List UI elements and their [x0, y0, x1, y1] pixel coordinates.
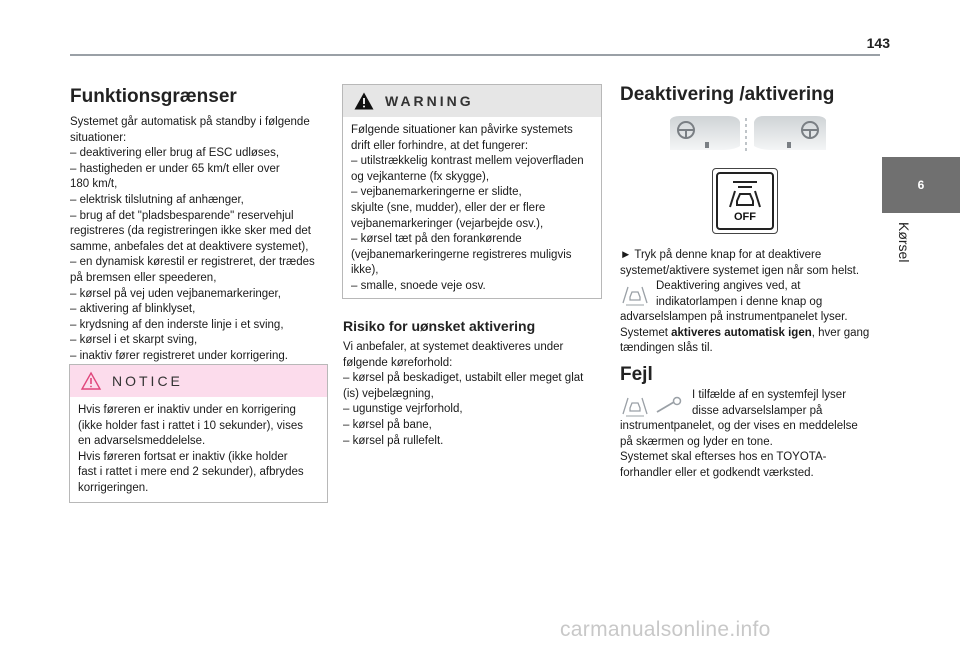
text-line: – elektrisk tilslutning af anhænger, — [70, 193, 244, 206]
warning-triangle-icon — [353, 91, 375, 111]
wrench-service-icon — [654, 396, 684, 416]
text-line: 180 km/t, — [70, 178, 118, 191]
lane-assist-off-button[interactable] — [712, 168, 778, 234]
column-1 — [70, 86, 326, 365]
notice-title: NOTICE — [112, 373, 183, 389]
text-line: – kørsel på vej uden vejbanemarkeringer, — [70, 287, 281, 300]
text-line: – aktivering af blinklyset, — [70, 303, 196, 316]
page-number: 143 — [866, 35, 890, 51]
warning-line: (vejbanemarkeringerne registreres muligvis — [351, 248, 572, 261]
text-line: – krydsning af den inderste linje i et sving, — [70, 318, 284, 331]
notice-text — [70, 397, 327, 505]
lamp-line-1: Deaktivering angives ved, at — [656, 280, 801, 292]
warning-header — [343, 85, 601, 117]
section-heading-deactivation: Deaktivering /aktivering — [620, 84, 835, 105]
notice-header — [70, 365, 327, 397]
chapter-tab[interactable]: 6 — [882, 157, 960, 213]
section-heading-limits: Funktionsgrænser — [70, 86, 237, 107]
notice-line: fast i rattet i mere end 2 sekunder), afbrydes — [78, 466, 304, 479]
text-line: – ugunstige vejrforhold, — [343, 403, 463, 416]
fault-line-6: forhandler eller et godkendt værksted. — [620, 466, 814, 479]
fault-line-1: I tilfælde af en systemfejl lyser — [692, 389, 847, 401]
warning-box — [342, 84, 602, 299]
fault-line-2: disse advarselslamper på — [692, 404, 823, 417]
text-line: Systemet går automatisk på standby i følgende — [70, 116, 310, 128]
fault-text-a — [692, 388, 846, 419]
notice-line: Hvis føreren fortsat er inaktiv (ikke holder — [78, 450, 288, 463]
lamp-text-b — [620, 310, 869, 357]
text-line: situationer: — [70, 131, 127, 144]
notice-line: Hvis føreren er inaktiv under en korrigering — [78, 404, 296, 416]
warning-line: – smalle, snoede veje osv. — [351, 279, 486, 292]
steering-wheel-icons — [670, 116, 830, 156]
text-line: – kørsel på bane, — [343, 418, 432, 431]
section-heading-fault: Fejl — [620, 364, 653, 385]
risk-text — [343, 340, 603, 449]
fault-line-5: Systemet skal efterses hos en TOYOTA- — [620, 451, 827, 464]
lamp-text-a — [656, 279, 822, 310]
text-line: – inaktiv fører registreret under korrigering. — [70, 349, 288, 362]
reactivation-line-2: tændingen slås til. — [620, 342, 713, 355]
text-line: følgende køreforhold: — [343, 356, 453, 369]
reactivation-bold: aktiveres automatisk igen — [671, 326, 812, 339]
column-3 — [620, 84, 880, 106]
instruction-line-2: systemet/aktivere systemet igen når som helst. — [620, 264, 860, 277]
warning-line: ikke), — [351, 264, 379, 277]
text-line: – kørsel på rullefelt. — [343, 434, 444, 447]
lane-fault-lamp-icon — [620, 394, 650, 418]
notice-line: en advarselsmeddelelse. — [78, 435, 206, 448]
warning-line: og vejkanterne (fx skygge), — [351, 170, 490, 183]
reactivation-pre: Systemet — [620, 326, 672, 339]
chapter-label-container — [884, 222, 924, 282]
lamp-line-2: indikatorlampen i denne knap og — [656, 295, 823, 308]
warning-line: Følgende situationer kan påvirke systemets — [351, 124, 573, 136]
notice-box — [69, 364, 328, 503]
warning-title: WARNING — [385, 93, 474, 109]
fault-line-4: på skærmen og lyder en tone. — [620, 435, 773, 448]
limits-text — [70, 115, 326, 365]
notice-line: korrigeringen. — [78, 481, 149, 494]
top-rule — [70, 54, 880, 56]
warning-triangle-icon — [80, 371, 102, 391]
text-line: – en dynamisk kørestil er registreret, der trædes — [70, 256, 315, 269]
warning-line: – kørsel tæt på den forankørende — [351, 233, 522, 246]
reactivation-post: , hver gang — [811, 326, 870, 339]
text-line: – brug af det "pladsbesparende" reservehjul — [70, 209, 294, 222]
chapter-label: Kørsel — [896, 222, 912, 263]
text-line: registreres (da registreringen ikke sker med det — [70, 225, 311, 238]
lamp-line-3: advarselslampen på instrumentpanelet lyser. — [620, 311, 848, 323]
text-line: – deaktivering eller brug af ESC udløses, — [70, 147, 280, 160]
text-line: på bremsen eller speederen, — [70, 271, 217, 284]
fault-text-b — [620, 419, 858, 481]
deactivation-text — [620, 248, 882, 279]
off-label: OFF — [734, 211, 756, 223]
warning-line: skjulte (sne, mudder), eller der er flere — [351, 201, 546, 214]
text-line: Vi anbefaler, at systemet deaktiveres under — [343, 341, 564, 353]
warning-text — [343, 117, 601, 303]
text-line: (is) vejbelægning, — [343, 387, 434, 400]
warning-line: drift eller forhindre, at det fungerer: — [351, 139, 529, 152]
text-line: samme, anbefales det at deaktivere systemet), — [70, 240, 309, 253]
lane-departure-icon — [727, 179, 763, 209]
column-2-section — [343, 318, 603, 449]
lane-warning-lamp-icon — [620, 283, 650, 307]
section-heading-risk: Risiko for uønsket aktivering — [343, 318, 536, 334]
text-line: – kørsel på beskadiget, ustabilt eller meget glat — [343, 372, 584, 385]
instruction-line-1: ► Tryk på denne knap for at deaktivere — [620, 249, 822, 261]
watermark: carmanualsonline.info — [560, 618, 771, 641]
warning-line: – vejbanemarkeringerne er slidte, — [351, 186, 522, 199]
text-line: – kørsel i et skarpt sving, — [70, 334, 198, 347]
notice-line: (ikke holder fast i rattet i 10 sekunder), vises — [78, 419, 303, 432]
text-line: – hastigheden er under 65 km/t eller over — [70, 162, 280, 175]
fault-line-3: instrumentpanelet, og der vises en meddelelse — [620, 420, 858, 432]
warning-line: – utilstrækkelig kontrast mellem vejoverfladen — [351, 155, 584, 168]
reactivation-line — [620, 326, 869, 342]
warning-line: vejbanemarkeringer (vejarbejde osv.), — [351, 217, 544, 230]
